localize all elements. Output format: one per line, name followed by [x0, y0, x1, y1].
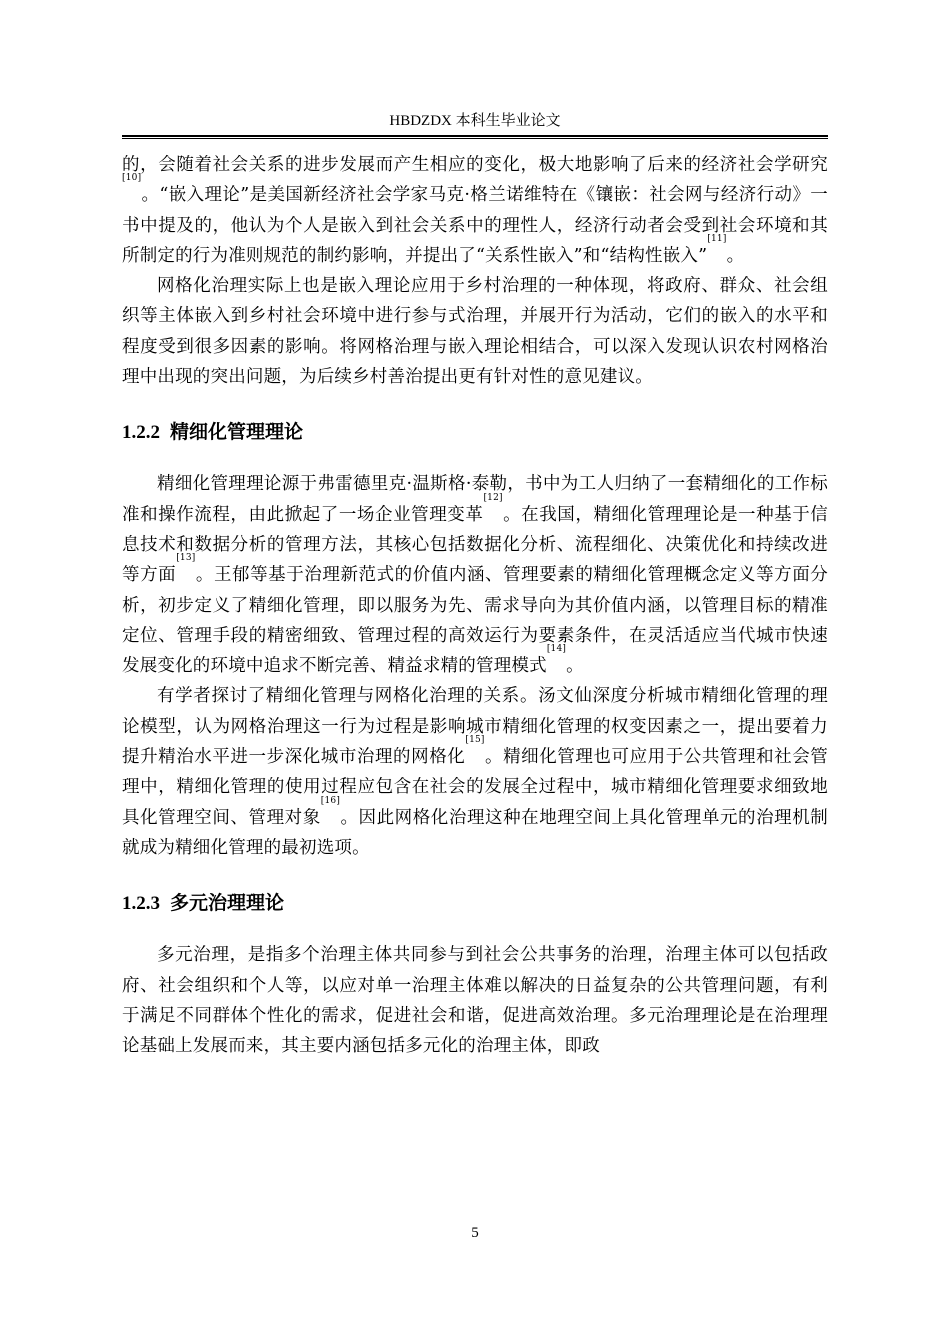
- paragraph-grid-governance-embedding: 网格化治理实际上也是嵌入理论应用于乡村治理的一种体现，将政府、群众、社会组织等主体嵌入到乡村社会环境中进行参与式治理，并展开行为活动，它们的嵌入的水平和程度受到很多因素的影响。将网格治理与嵌入理论相结合，可以深入发现认识农村网格治理中出现的突出问题，为后续乡村善治提出更有针对性的意见建议。: [122, 276, 828, 388]
- section-title: 精细化管理理论: [170, 421, 304, 444]
- citation-ref: [12]: [483, 492, 503, 503]
- header-double-rule: [122, 135, 828, 140]
- paragraph-fine-management-grid-relation: 有学者探讨了精细化管理与网格化治理的关系。汤文仙深度分析城市精细化管理的理论模型，认为网格治理这一行为过程是影响城市精细化管理的权变因素之一，提出要着力提升精治水平进一步深化城市治理的网格化[15]。精细化管理也可应用于公共管理和社会管理中，精细化管理的使用过程应包含在社会的发展全过程中，城市精细化管理要求细致地具化管理空间、管理对象[16]。因此网格化治理这种在地理空间上具化管理单元的治理机制就成为精细化管理的最初选项。: [122, 686, 829, 858]
- section-heading-1-2-2: [122, 420, 828, 445]
- citation-ref: [15]: [465, 735, 485, 746]
- paragraph-pluralistic-governance: 多元治理，是指多个治理主体共同参与到社会公共事务的治理，治理主体可以包括政府、社会组织和个人等，以应对单一治理主体难以解决的日益复杂的公共管理问题，有利于满足不同群体个性化的需求，促进社会和谐，促进高效治理。多元治理理论是在治理理论基础上发展而来，其主要内涵包括多元化的治理主体，即政: [122, 945, 828, 1057]
- page-number: 5: [471, 1225, 479, 1241]
- section-title: 多元治理理论: [170, 892, 285, 915]
- paragraph-fine-management-origin: 精细化管理理论源于弗雷德里克·温斯格·泰勒，书中为工人归纳了一套精细化的工作标准和操作流程，由此掀起了一场企业管理变革[12]。在我国，精细化管理理论是一种基于信息技术和数据分析的管理方法，其核心包括数据化分析、流程细化、决策优化和持续改进等方面[13]。王郁等基于治理新范式的价值内涵、管理要素的精细化管理概念定义等方面分析，初步定义了精细化管理，即以服务为先、需求导向为其价值内涵，以管理目标的精准定位、管理手段的精密细致、管理过程的高效运行为要素条件，在灵活适应当代城市快速发展变化的环境中追求不断完善、精益求精的管理模式[14]。: [122, 474, 829, 677]
- citation-ref: [10]: [122, 173, 142, 184]
- citation-ref: [13]: [176, 553, 196, 564]
- citation-ref: [16]: [320, 795, 341, 806]
- running-header: HBDZDX 本科生毕业论文: [389, 113, 561, 129]
- section-number: 1.2.2: [122, 422, 160, 444]
- citation-ref: [14]: [546, 644, 567, 655]
- section-number: 1.2.3: [122, 893, 160, 915]
- header-rule-thin: [122, 138, 828, 139]
- header-rule-thick: [122, 135, 828, 137]
- paragraph-continuation: 的，会随着社会关系的进步发展而产生相应的变化，极大地影响了后来的经济社会学研究[10]。“嵌入理论”是美国新经济社会学家马克·格兰诺维特在《镶嵌：社会网与经济行动》一书中提及的，他认为个人是嵌入到社会关系中的理性人，经济行动者会受到社会环境和其所制定的行为准则规范的制约影响，并提出了“关系性嵌入”和“结构性嵌入”[11]。: [122, 155, 828, 266]
- citation-ref: [11]: [707, 233, 727, 244]
- section-heading-1-2-3: [122, 891, 828, 916]
- page-body: [122, 150, 828, 1061]
